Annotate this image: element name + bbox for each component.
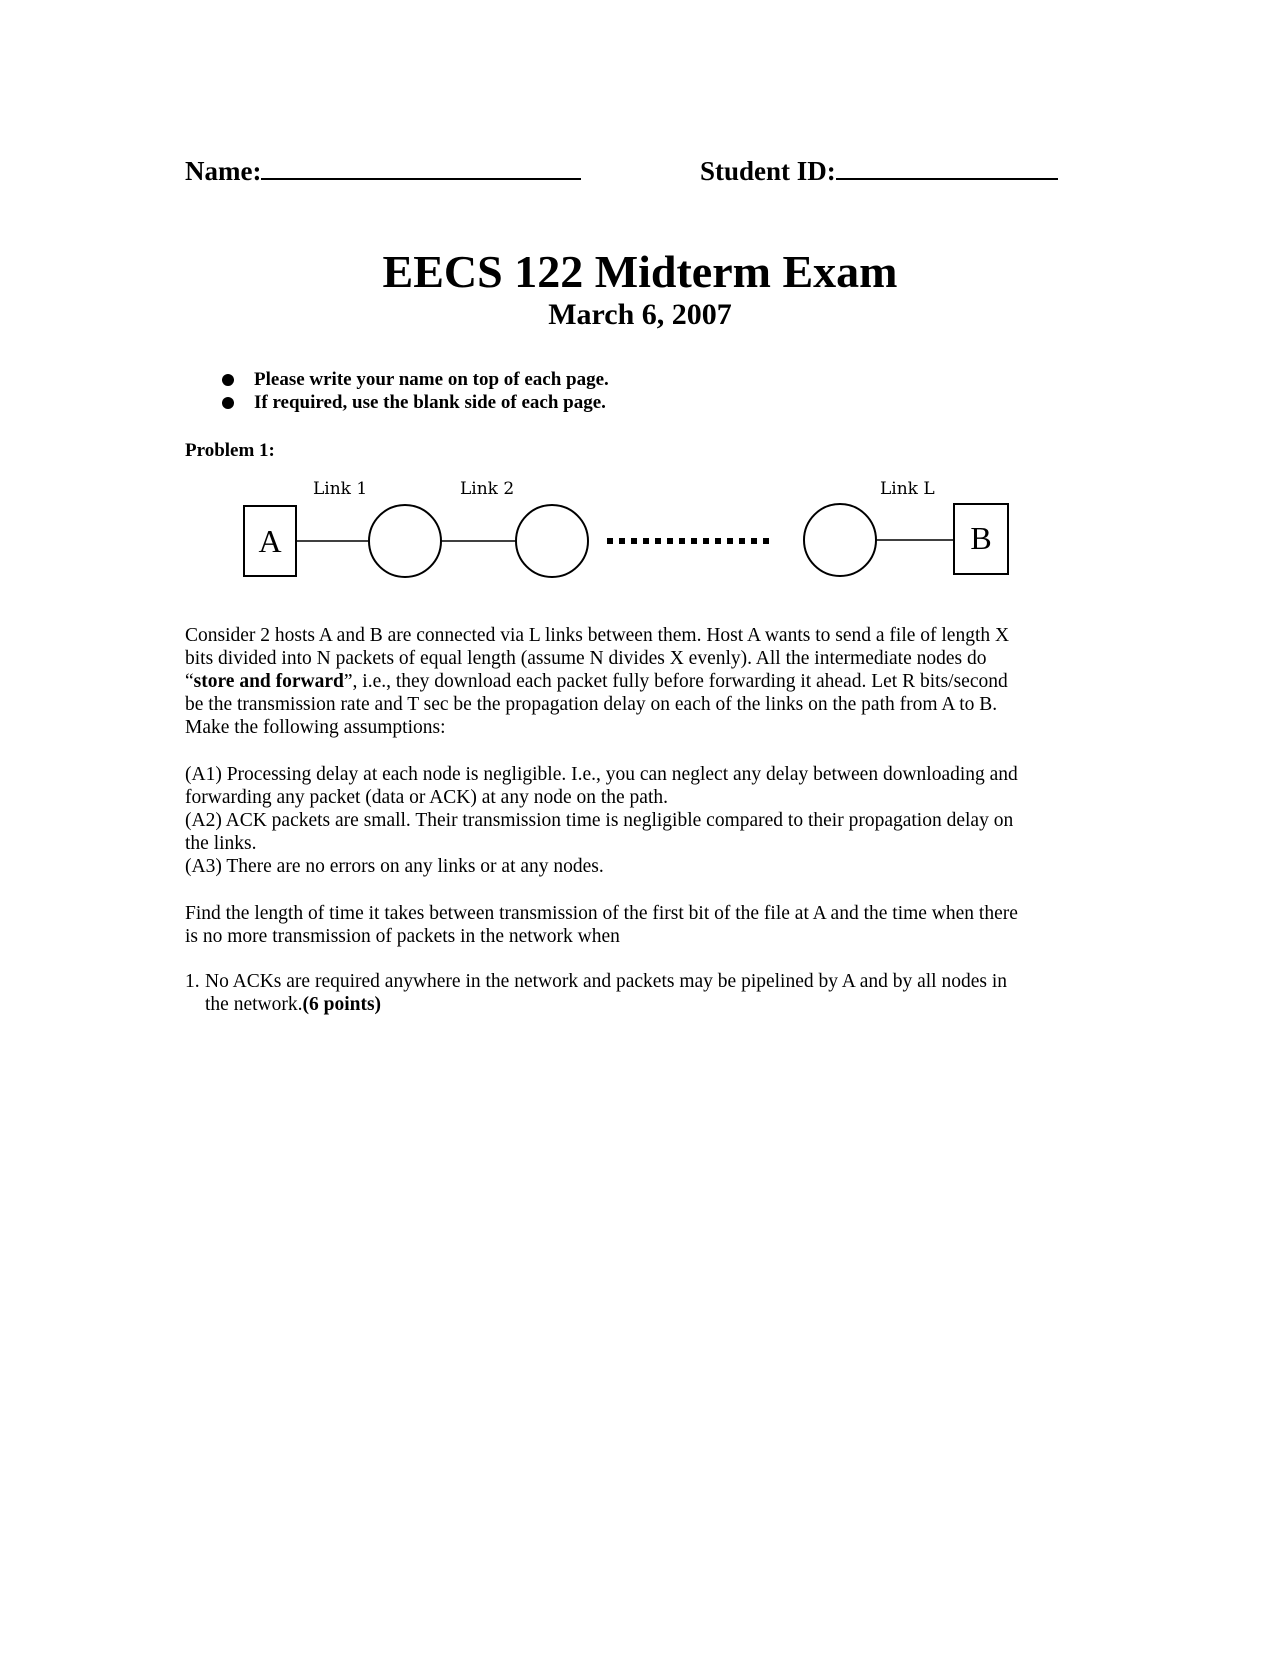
link-label: Link L	[880, 479, 935, 499]
link-label: Link 1	[313, 479, 368, 499]
text-line: be the transmission rate and T sec be the propagation delay on each of the links on the path from A to B.	[185, 694, 998, 715]
problem-intro-paragraph	[185, 624, 1085, 739]
text-line: forwarding any packet (data or ACK) at any node on the path.	[185, 787, 669, 808]
network-diagram	[240, 474, 1020, 594]
router-node-2	[516, 505, 588, 577]
instruction-item	[222, 368, 609, 391]
text-line	[185, 670, 1085, 693]
text-line: (A3) There are no errors on any links or at any nodes.	[185, 856, 604, 877]
host-a-label: A	[258, 523, 282, 559]
student-id-label: Student ID:	[700, 156, 836, 186]
text-line-rest: ”, i.e., they download each packet fully before forwarding it ahead. Let R bits/second	[343, 671, 1008, 692]
text-line	[205, 993, 1007, 1016]
ellipsis-dots	[607, 538, 769, 544]
bullet-icon	[222, 374, 234, 386]
instruction-text: Please write your name on top of each page.	[254, 369, 609, 390]
text-line: the links.	[185, 833, 257, 854]
text-line: Consider 2 hosts A and B are connected via L links between them. Host A wants to send a file of length X	[185, 625, 1010, 646]
text-line: Make the following assumptions:	[185, 717, 446, 738]
assumptions-paragraph	[185, 763, 1085, 878]
text-line: (A1) Processing delay at each node is negligible. I.e., you can neglect any delay between downloading and	[185, 764, 1018, 785]
exam-date: March 6, 2007	[548, 298, 732, 331]
student-id-field-label	[700, 152, 1058, 186]
question-item-1	[185, 970, 1085, 1016]
bullet-icon	[222, 397, 234, 409]
text-line: is no more transmission of packets in the network when	[185, 926, 620, 947]
router-node-last	[804, 504, 876, 576]
instructions-list	[222, 368, 609, 414]
instruction-text: If required, use the blank side of each page.	[254, 392, 606, 413]
name-blank-line	[261, 152, 581, 180]
text-line: bits divided into N packets of equal length (assume N divides X evenly). All the intermediate nodes do	[185, 648, 987, 669]
name-field-label	[185, 152, 581, 186]
name-label: Name:	[185, 156, 262, 186]
text-line: No ACKs are required anywhere in the network and packets may be pipelined by A and by all nodes in	[205, 971, 1007, 992]
student-id-blank-line	[836, 152, 1058, 180]
page-title: EECS 122 Midterm Exam	[382, 246, 898, 297]
text-line: (A2) ACK packets are small. Their transmission time is negligible compared to their propagation delay on	[185, 810, 1014, 831]
problem-heading: Problem 1:	[185, 440, 275, 461]
host-b-label: B	[970, 520, 992, 556]
instruction-item	[222, 391, 609, 414]
router-node-1	[369, 505, 441, 577]
store-and-forward-term: store and forward	[193, 671, 344, 692]
text-line-start: the network.	[205, 994, 303, 1015]
question-paragraph	[185, 902, 1085, 948]
text-line: Find the length of time it takes between transmission of the first bit of the file at A and the time when there	[185, 903, 1018, 924]
points-label: (6 points)	[302, 994, 382, 1015]
quote-mark: “	[185, 671, 194, 692]
item-number: 1.	[185, 971, 200, 992]
link-label: Link 2	[460, 479, 515, 499]
